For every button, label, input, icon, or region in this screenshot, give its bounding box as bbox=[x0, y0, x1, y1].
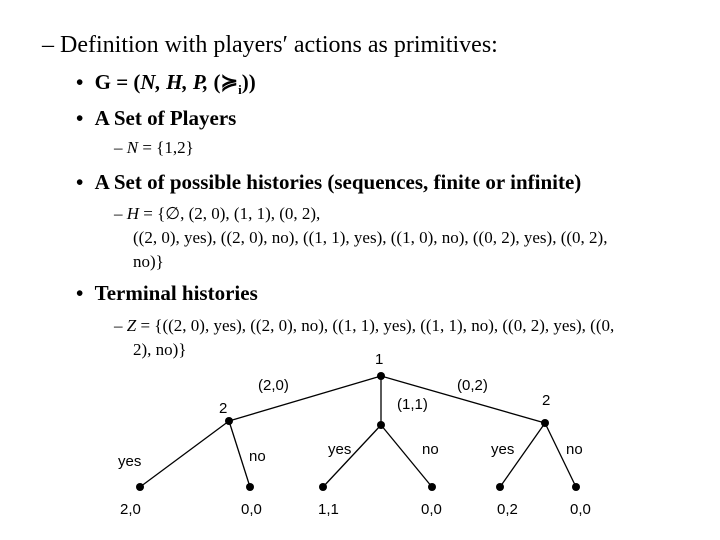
action-label-no: no bbox=[566, 441, 583, 458]
game-def-suffix: )) bbox=[241, 70, 256, 94]
tree-leaf-node bbox=[572, 483, 580, 491]
bullet-icon: • bbox=[76, 170, 84, 194]
tree-edge-left-yes bbox=[140, 421, 229, 487]
action-label-yes: yes bbox=[118, 453, 142, 470]
tree-leaf-node bbox=[246, 483, 254, 491]
tree-root-node bbox=[377, 372, 385, 380]
action-label-yes: yes bbox=[328, 441, 352, 458]
payoff-label: 1,1 bbox=[318, 501, 339, 518]
heading-text: Definition with players′ actions as primitives: bbox=[60, 32, 498, 58]
terminal-line-2: 2), no)} bbox=[133, 340, 187, 359]
heading-dash: – bbox=[42, 32, 54, 58]
tree-edge-left-no bbox=[229, 421, 250, 487]
tree-leaf-node bbox=[319, 483, 327, 491]
payoff-label: 0,2 bbox=[497, 501, 518, 518]
tree-leaf-node bbox=[428, 483, 436, 491]
root-player-label: 1 bbox=[375, 351, 384, 368]
bullet-icon: • bbox=[76, 281, 84, 305]
edge-label-0-2: (0,2) bbox=[457, 377, 488, 394]
sub-dash: – bbox=[114, 204, 123, 223]
tree-node-right bbox=[541, 419, 549, 427]
game-def-prefix: G = ( bbox=[94, 70, 141, 94]
action-label-no: no bbox=[249, 448, 266, 465]
preference-subscript: i bbox=[238, 82, 242, 98]
players-text: = {1,2} bbox=[138, 138, 194, 157]
terminal-var: Z bbox=[126, 316, 137, 335]
players-var: N bbox=[126, 138, 139, 157]
bullet-icon: • bbox=[76, 70, 84, 94]
left-player-label: 2 bbox=[219, 400, 228, 417]
action-label-no: no bbox=[422, 441, 439, 458]
histories-line-1-text: = {∅, (2, 0), (1, 1), (0, 2), bbox=[139, 204, 321, 223]
histories-line-3: no)} bbox=[133, 252, 164, 271]
game-def-mid: ( bbox=[208, 70, 221, 94]
histories-title: A Set of possible histories (sequences, finite or infinite) bbox=[94, 170, 582, 194]
payoff-label: 0,0 bbox=[241, 501, 262, 518]
terminal-line-1-text: = {((2, 0), yes), ((2, 0), no), ((1, 1), yes), ((1, 1), no), ((0, 2), yes), ((0, bbox=[136, 316, 615, 335]
tree-edge-2-0 bbox=[229, 376, 381, 421]
payoff-label: 2,0 bbox=[120, 501, 141, 518]
edge-label-2-0: (2,0) bbox=[258, 377, 289, 394]
players-title: A Set of Players bbox=[94, 106, 237, 130]
payoff-label: 0,0 bbox=[421, 501, 442, 518]
sub-dash: – bbox=[114, 316, 123, 335]
bullet-icon: • bbox=[76, 106, 84, 130]
action-label-yes: yes bbox=[491, 441, 515, 458]
sub-dash: – bbox=[114, 138, 123, 157]
terminal-title: Terminal histories bbox=[94, 281, 258, 305]
tree-node-left bbox=[225, 417, 233, 425]
tree-leaf-node bbox=[136, 483, 144, 491]
tree-node-mid bbox=[377, 421, 385, 429]
histories-line-2: ((2, 0), yes), ((2, 0), no), ((1, 1), yes), ((1, 0), no), ((0, 2), yes), ((0, 2), bbox=[133, 228, 608, 247]
tree-leaf-node bbox=[496, 483, 504, 491]
game-def-vars: N, H, P, bbox=[140, 70, 209, 94]
right-player-label: 2 bbox=[542, 392, 551, 409]
preference-relation: ≽ bbox=[220, 70, 239, 94]
edge-label-1-1: (1,1) bbox=[397, 396, 428, 413]
histories-var: H bbox=[126, 204, 140, 223]
payoff-label: 0,0 bbox=[570, 501, 591, 518]
